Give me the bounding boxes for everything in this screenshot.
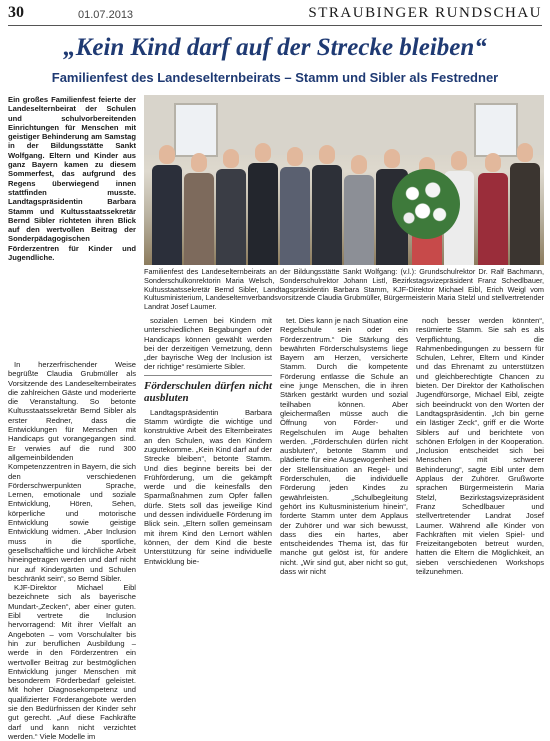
- article-column-1: [8, 360, 136, 741]
- article-headline: „Kein Kind darf auf der Strecke bleiben“: [63, 34, 487, 61]
- paragraph: sozialen Lernen bei Kindern mit unterschiedlichen Begabungen oder Handicaps können gewählt werden bei der derzeitigen Vernetzung, denn „der bayrische Weg der Inclusion ist der richtige“ resümierte Sibler.: [144, 316, 272, 372]
- paragraph: tet. Dies kann je nach Situation eine Regelschule sein oder ein Förderzentrum.“ Die Stärkung des bewährten Förderschulsystems liege Bayern am Herzen, versicherte Stamm. Durch die kompetente Förderung entlasse die Schule an eine junge Menschen, die in ihren Stärken gestärkt wurden und sozial teilhaben können. Aber gleichermaßen müsse auch die Öffnung von Förder- und Regelschulen im Auge behalten werden. „Förderschulen dürfen nicht ausbluten“, betonte Stamm und plädierte für eine Ausgewogenheit bei der Stellensituation an Regel- und Förderschulen, die individuelle Förderung jeden Kindes zu gewährleisten. „Schulbegleitung gehört ins Kultusministerium hinein“, forderte Stamm unter dem Applaus der Zuhörer und war sich bewusst, dass dies ein hartes, aber entscheidendes Thema ist, das für manche gut gelöst ist, für andere nicht. „Wir sind gut, aber nicht so gut, dass wir nicht: [280, 316, 408, 577]
- photo-person: [510, 143, 540, 265]
- article-column-2: [144, 316, 272, 596]
- photo-person: [184, 153, 214, 265]
- photo-caption: Familienfest des Landeselternbeirats an der Bildungsstätte Sankt Wolfgang: (v.l.): Grundschulrektor Dr. Ralf Bachmann, Sonderschulkonrektorin Maria Welsch, Sonderschulrektor Johann Listl, Bezirkstagsvizepräsident Franz Schedlbauer, Kultusstaatssekretär Bernd Sibler, Landtagspräsidentin Barbara Stamm, KJF-Direktor Michael Eibl, Erich Weigl vom Kultusministerium, Landeselternverbandsvorsitzende Claudia Grubmüller, Bürgermeisterin Maria Stelzl und stellvertretender Landrat Josef Laumer.: [144, 267, 544, 312]
- photo-person: [280, 147, 310, 265]
- photo-person: [478, 153, 508, 265]
- paragraph: noch besser werden könnten“, resümierte Stamm. Sie sah es als Verpflichtung, die Rahmenbedingungen zu bessern für Schulen, Lehrer, Eltern und Kinder und das Ehrenamt zu unterstützen und gleichberechtigte Chancen zu bieten. Der Direktor der Katholischen Jugendfürsorge, Michael Eibl, zeigte sich beeindruckt von den Worten der Landtagspräsidentin. „Ich bin gerne ein lästiger Zeck“, griff er die Worte Siblers auf und berichtete von schönen Erfolgen in der Kooperation. „Inclusion entscheidet sich bei Menschen mit schwerer Behinderung“, sagte Eibl unter dem Applaus der Zuhörer. Grußworte sprachen Bürgermeisterin Maria Stelzl, Bezirkstagsvizepräsident Franz Schedlbauer und stellvertretender Landrat Josef Laumer. Während alle Kinder von Fachkräften mit vielen Spiel- und Freizeitangeboten betreut wurden, hatten die Eltern die Möglichkeit, an sieben verschiedenen Workshops teilzunehmen.: [416, 316, 544, 577]
- paragraph: In herzerfrischender Weise begrüßte Claudia Grubmüller als Vorsitzende des Landeselternbeirates die zahlreichen Gäste und moderierte die Veranstaltung. So betonte Kultusstaatssekretär Bernd Sibler als erster Redner, dass die Entwicklungen für Menschen mit Handicaps gut vorangegangen sind. Er verwies auf die rund 300 allgemeinbildenden Kompetenzzentren in Bayern, die sich den verschiedenen Förderschwerpunkten Sprache, Lernen, emotionale und soziale Entwicklung, Hören, Sehen, körperliche und motorische Entwicklung sowie geistige Entwicklung widmen. „Aber Inclusion muss in die sportliche, gesellschaftliche und kirchliche Arbeit hineingetragen werden und darf nicht nur auf Kindergärten und Schulen beschränkt sein“, so Bernd Sibler.: [8, 360, 136, 583]
- flower-bouquet: [392, 169, 460, 239]
- paragraph: Landtagspräsidentin Barbara Stamm würdigte die wichtige und konstruktive Arbeit des Elternbeirates an den Schulen, was den Kindern zugutekomme. „Kein Kind darf auf der Strecke bleiben“, betonte Stamm. Und dies beginne bereits bei der Frühförderung, um die gekämpft werde und die keinesfalls den Sparmaßnahmen zum Opfer fallen dürfe. Stets soll das jeweilige Kind und dessen individuelle Förderung im Blick sein. „Eltern sollen gemeinsam mit ihrem Kind den Lernort wählen können, der dem Kind die beste Unterstützung für seine individuelle Entwicklung bie-: [144, 407, 272, 566]
- photo-person: [248, 143, 278, 265]
- article-subheadline: Familienfest des Landeselternbeirats – Stamm und Sibler als Festredner: [51, 70, 499, 85]
- subheading-rule: [144, 375, 272, 376]
- photo-person: [312, 145, 342, 265]
- article-column-3: [280, 316, 408, 596]
- photo-person: [216, 149, 246, 265]
- page-number: 30: [8, 4, 24, 21]
- page-header: [8, 4, 542, 24]
- newspaper-name: STRAUBINGER RUNDSCHAU: [308, 5, 542, 21]
- article-intro: Ein großes Familienfest feierte der Landeselternbeirat der Schulen und schulvorbereitenden Einrichtungen für Menschen mit geistiger Behinderung am Samstag in der Bildungsstätte Sankt Wolfgang. Eltern und Kinder aus ganz Bayern kamen zu diesem Sommerfest, das aufgrund des Regens überwiegend innen stattfinden musste. Landtagspräsidentin Barbara Stamm und Kultusstaatssekretär Bernd Sibler richteten ihren Blick auf den wertvollen Beitrag der Sonderpädagogischen Förderzentren für Kinder und Jugendliche.: [8, 95, 136, 263]
- photo-person: [344, 155, 374, 265]
- issue-date: 01.07.2013: [78, 9, 134, 21]
- photo-person: [152, 145, 182, 265]
- article-subheading: Förderschulen dürfen nicht ausbluten: [144, 379, 272, 404]
- paragraph: KJF-Direktor Michael Eibl bezeichnete sich als bayerische Mundart-„Zecken“, aber einer guten. Eibl vertrete die Inclusion hervorragend: Mit ihrer Vielfalt an Angeboten – vom Vorschulalter bis hin zur beruflichen Ausbildung – werde in den Förderzentren ein wertvoller Beitrag zur bestmöglichen Entwicklung junger Menschen mit besonderem Förderbedarf geleistet. Mit hoher Diagnosekompetenz und qualifizierter Förderangebote werden sie den Bedürfnissen der Kinder sehr gut gerecht. „Auf diese Fachkräfte darf und kann nicht verzichtet werden.“ Viele Modelle im: [8, 583, 136, 741]
- article-photo: [144, 95, 544, 265]
- header-rule: [8, 25, 542, 26]
- article-column-4: [416, 316, 544, 596]
